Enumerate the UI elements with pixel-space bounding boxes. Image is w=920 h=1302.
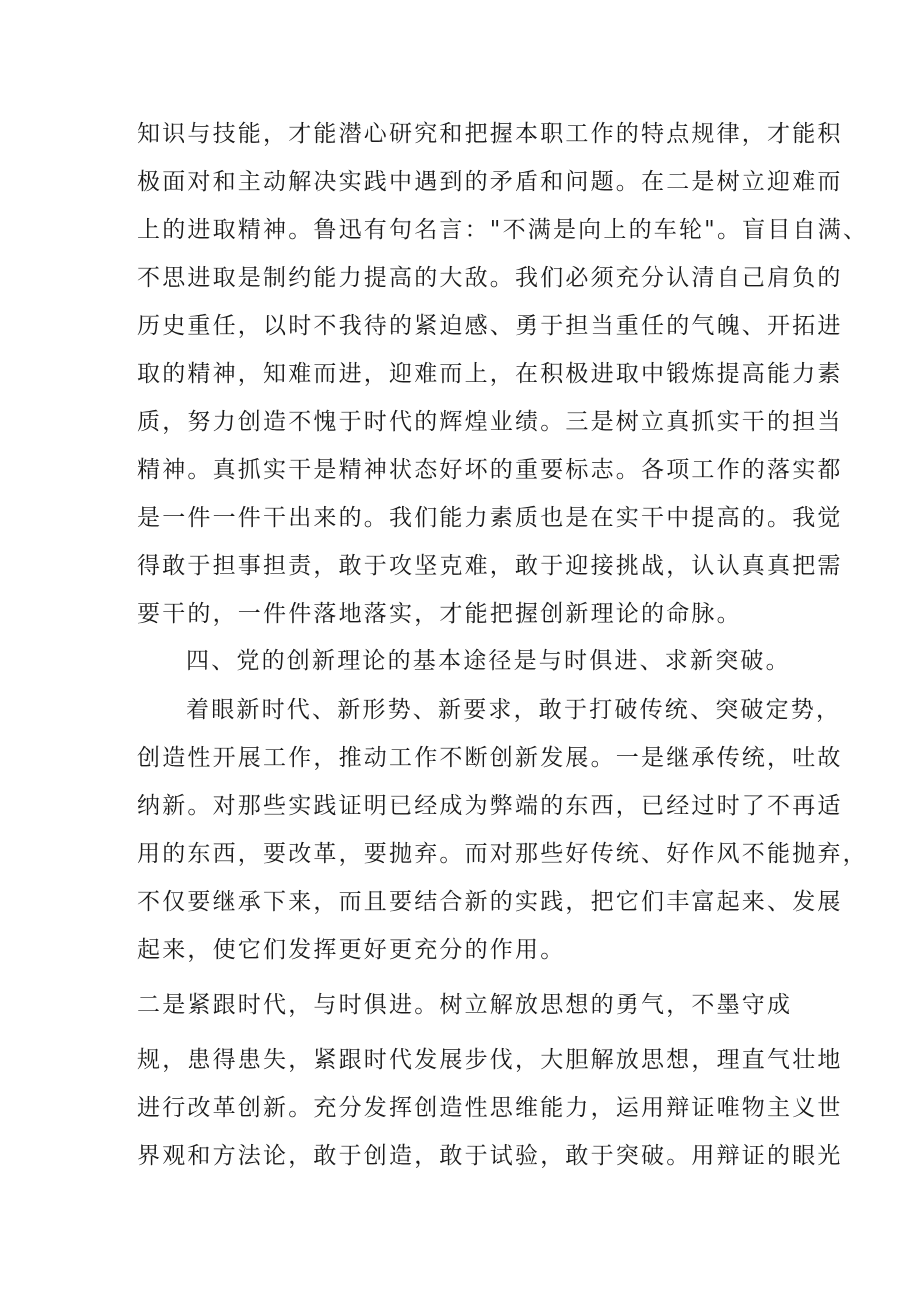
text-line: 进行改革创新。充分发挥创造性思维能力，运用辩证唯物主义世 <box>137 1095 843 1121</box>
text-line: 用的东西，要改革，要抛弃。而对那些好传统、好作风不能抛弃， <box>137 841 868 867</box>
text-line: 上的进取精神。鲁迅有句名言："不满是向上的车轮"。盲目自满、 <box>137 217 869 243</box>
text-line: 极面对和主动解决实践中遇到的矛盾和问题。在二是树立迎难而 <box>137 169 843 195</box>
text-line: 精神。真抓实干是精神状态好坏的重要标志。各项工作的落实都 <box>137 457 843 483</box>
text-line: 不思进取是制约能力提高的大敌。我们必须充分认清自己肩负的 <box>137 265 843 291</box>
text-line: 取的精神，知难而进，迎难而上，在积极进取中锻炼提高能力素 <box>137 361 843 387</box>
text-line: 不仅要继承下来，而且要结合新的实践，把它们丰富起来、发展 <box>137 889 843 915</box>
text-line: 着眼新时代、新形势、新要求，敢于打破传统、突破定势， <box>186 697 842 723</box>
text-line: 创造性开展工作，推动工作不断创新发展。一是继承传统，吐故 <box>137 745 843 771</box>
text-line: 知识与技能，才能潜心研究和把握本职工作的特点规律，才能积 <box>137 121 843 147</box>
text-line: 纳新。对那些实践证明已经成为弊端的东西，已经过时了不再适 <box>137 793 843 819</box>
text-line: 历史重任，以时不我待的紧迫感、勇于担当重任的气魄、开拓进 <box>137 313 843 339</box>
text-line: 二是紧跟时代，与时俱进。树立解放思想的勇气，不墨守成 <box>137 992 793 1018</box>
text-line: 起来，使它们发挥更好更充分的作用。 <box>137 937 566 963</box>
text-line: 界观和方法论，敢于创造，敢于试验，敢于突破。用辩证的眼光 <box>137 1143 843 1169</box>
text-line: 得敢于担事担责，敢于攻坚克难，敢于迎接挑战，认认真真把需 <box>137 553 843 579</box>
text-line: 要干的，一件件落地落实，才能把握创新理论的命脉。 <box>137 601 742 627</box>
section-heading: 四、党的创新理论的基本途径是与时俱进、求新突破。 <box>186 648 791 674</box>
text-line: 质，努力创造不愧于时代的辉煌业绩。三是树立真抓实干的担当 <box>137 409 843 435</box>
text-line: 规，患得患失，紧跟时代发展步伐，大胆解放思想，理直气壮地 <box>137 1047 843 1073</box>
text-line: 是一件一件干出来的。我们能力素质也是在实干中提高的。我觉 <box>137 505 843 531</box>
